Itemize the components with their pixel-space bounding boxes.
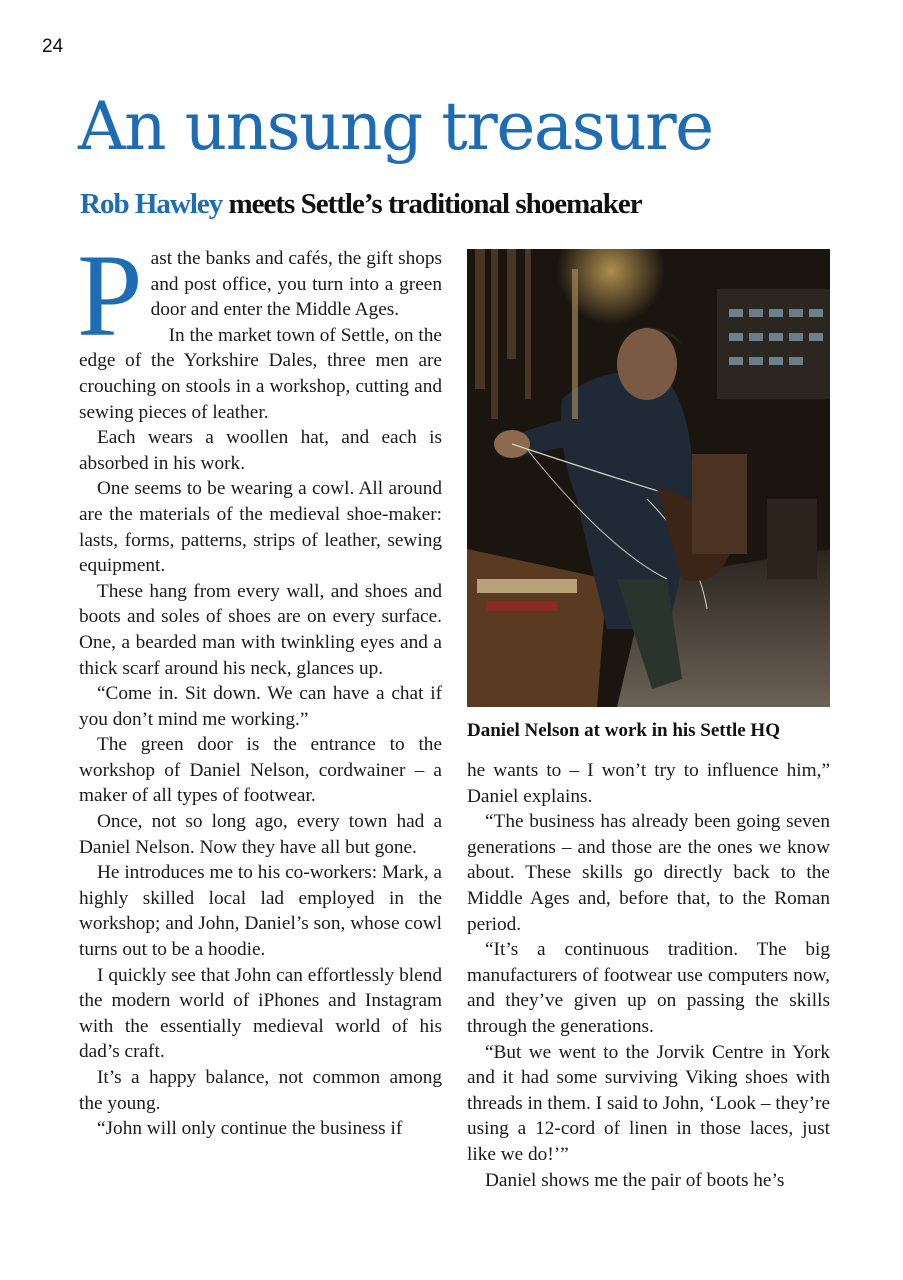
article-paragraph: “John will only continue the business if bbox=[97, 1118, 403, 1140]
headline: An unsung treasure bbox=[78, 88, 713, 165]
drop-cap: P bbox=[77, 230, 143, 361]
author-name: Rob Hawley bbox=[80, 188, 223, 220]
page-number: 24 bbox=[42, 36, 64, 57]
article-paragraph: he wants to – I won’t try to influence him,” Daniel explains. bbox=[467, 760, 830, 807]
article-paragraph: “Come in. Sit down. We can have a chat if you don’t mind me working.” bbox=[79, 683, 442, 730]
standfirst-text: meets Settle’s traditional shoemaker bbox=[228, 188, 642, 220]
photo-caption: Daniel Nelson at work in his Settle HQ bbox=[467, 720, 780, 741]
article-paragraph: It’s a happy balance, not common among the young. bbox=[79, 1067, 442, 1114]
article-paragraph: He introduces me to his co-workers: Mark, a highly skilled local lad employed in the workshop; and John, Daniel’s son, whose cowl turns out to be a hoodie. bbox=[79, 862, 442, 961]
standfirst bbox=[80, 186, 642, 222]
article-paragraph: Past the banks and cafés, the gift shops and post office, you turn into a green door and enter the Middle Ages. bbox=[77, 230, 442, 361]
article-paragraph: Once, not so long ago, every town had a Daniel Nelson. Now they have all but gone. bbox=[79, 811, 442, 858]
shoemaker-photo-illustration bbox=[467, 249, 830, 707]
article-paragraph: In the market town of Settle, on the edge of the Yorkshire Dales, three men are crouching on stools in a workshop, cutting and sewing pieces of leather. bbox=[79, 324, 442, 423]
article-paragraph: “But we went to the Jorvik Centre in York and it had some surviving Viking shoes with threads in them. I said to John, ‘Look – they’re using a 12-cord of linen in those laces, just like we do!’” bbox=[467, 1041, 830, 1165]
article-paragraph: “The business has already been going seven generations – and those are the ones we know about. These skills go directly back to the Middle Ages and, before that, to the Roman period. bbox=[467, 811, 830, 935]
article-paragraph: Daniel shows me the pair of boots he’s bbox=[485, 1169, 785, 1191]
article-column-right bbox=[467, 758, 830, 1193]
article-paragraph: Each wears a woollen hat, and each is absorbed in his work. bbox=[79, 427, 442, 474]
article-paragraph: I quickly see that John can effortlessly blend the modern world of iPhones and Instagram with the essentially medieval world of his dad’s craft. bbox=[79, 964, 442, 1063]
article-photo bbox=[467, 249, 830, 707]
article-paragraph: The green door is the entrance to the workshop of Daniel Nelson, cordwainer – a maker of all types of footwear. bbox=[79, 734, 442, 807]
article-paragraph: “It’s a continuous tradition. The big manufacturers of footwear use computers now, and they’ve given up on passing the skills through the generations. bbox=[467, 939, 830, 1037]
article-column-left bbox=[77, 230, 442, 1142]
article-paragraph: One seems to be wearing a cowl. All around are the materials of the medieval shoe-maker: lasts, forms, patterns, strips of leather, sewing equipment. bbox=[79, 478, 442, 577]
article-paragraph: These hang from every wall, and shoes and boots and soles of shoes are on every surface. One, a bearded man with twinkling eyes and a thick scarf around his neck, glances up. bbox=[79, 580, 442, 679]
